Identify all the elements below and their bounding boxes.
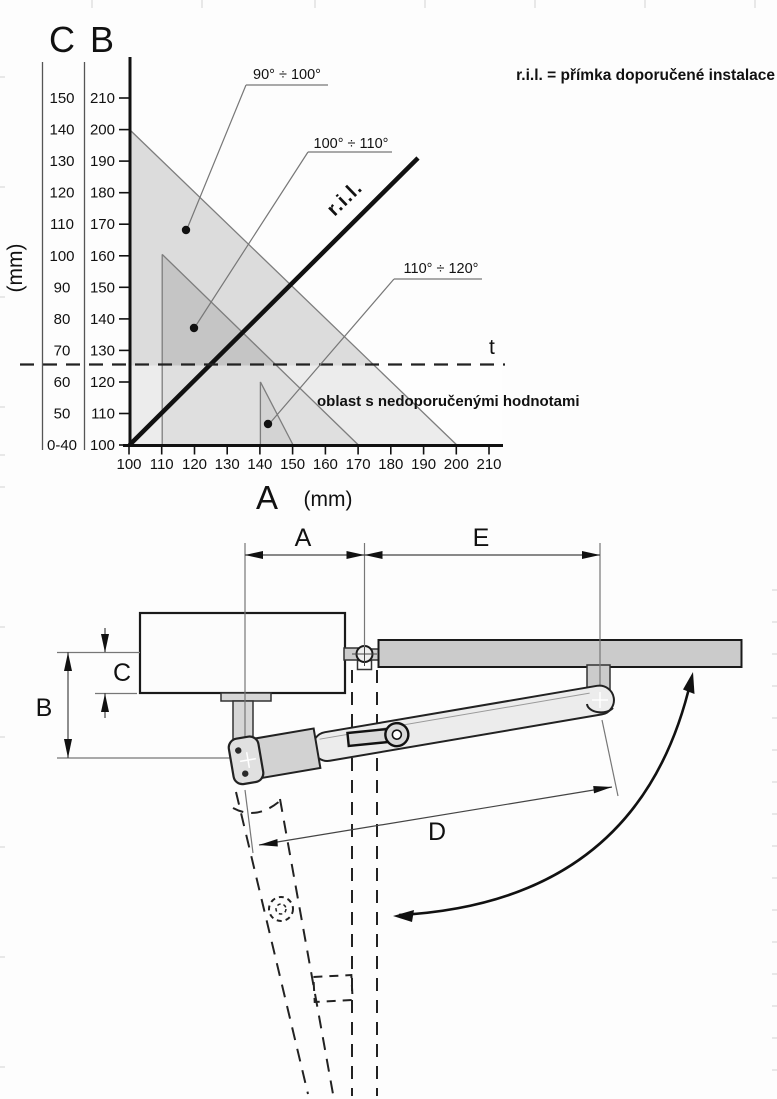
x-axis-letter: A xyxy=(255,479,279,516)
actuator-drawing xyxy=(36,524,742,1096)
callout-dot xyxy=(182,226,190,234)
pillar xyxy=(140,613,345,693)
dim-C-label: C xyxy=(112,659,132,687)
not-recommended-area-label: oblast s nedoporučenými hodnotami xyxy=(317,393,580,410)
c-tick: 140 xyxy=(49,121,75,139)
left-axis-unit: (mm) xyxy=(4,243,27,293)
t-label: t xyxy=(489,336,495,359)
b-axis-labels xyxy=(90,90,115,454)
b-axis-ticks xyxy=(119,98,129,445)
b-tick: 150 xyxy=(89,279,115,297)
a-tick: 120 xyxy=(181,456,208,473)
a-tick: 130 xyxy=(214,456,240,473)
b-tick: 190 xyxy=(89,153,115,171)
open-gate-bracket xyxy=(313,975,352,1002)
c-tick: 130 xyxy=(49,153,75,171)
c-tick: 120 xyxy=(49,184,75,202)
b-tick: 100 xyxy=(89,437,115,454)
x-axis-unit: (mm) xyxy=(303,488,353,511)
a-tick: 190 xyxy=(411,456,437,473)
dimension-D xyxy=(259,786,612,847)
a-tick: 170 xyxy=(345,456,371,473)
c-tick: 150 xyxy=(49,90,75,107)
gate-leaf xyxy=(379,640,742,667)
b-tick: 160 xyxy=(89,247,115,265)
a-tick: 110 xyxy=(149,456,174,473)
a-axis-ticks xyxy=(129,446,489,455)
installation-chart xyxy=(4,19,775,516)
c-tick: 90 xyxy=(53,279,71,297)
callout-100-110-label: 100° ÷ 110° xyxy=(313,136,389,152)
c-tick: 60 xyxy=(53,374,71,391)
callout-dot xyxy=(190,324,198,332)
c-tick: 0-40 xyxy=(46,437,78,454)
dim-B-label: B xyxy=(35,694,53,722)
dim-A-label: A xyxy=(294,524,312,552)
a-tick: 180 xyxy=(378,456,404,473)
ril-legend: r.i.l. = přímka doporučené instalace xyxy=(516,67,775,84)
c-tick: 80 xyxy=(53,310,71,328)
b-tick: 200 xyxy=(89,121,115,139)
c-tick: 70 xyxy=(53,342,71,360)
b-tick: 120 xyxy=(89,374,115,391)
callout-dot xyxy=(264,420,272,428)
c-tick: 50 xyxy=(53,405,71,423)
open-arm-line-left xyxy=(236,792,308,1094)
pillar-bracket-post xyxy=(233,701,253,741)
a-tick: 140 xyxy=(247,456,273,473)
callout-90-100-label: 90° ÷ 100° xyxy=(253,67,321,83)
c-axis-labels xyxy=(47,90,77,454)
b-tick: 110 xyxy=(91,405,115,423)
dimension-AE xyxy=(245,524,600,559)
b-tick: 130 xyxy=(89,342,115,360)
c-axis-header: C xyxy=(49,19,75,60)
ril-line-label: r.i.l. xyxy=(322,176,368,221)
open-arm-endcap xyxy=(233,800,281,813)
dim-E-label: E xyxy=(472,524,490,552)
open-arm-slot-circle xyxy=(269,897,293,921)
a-tick: 210 xyxy=(476,456,502,473)
a-tick: 200 xyxy=(443,456,469,473)
pillar-bracket-plate xyxy=(221,693,271,701)
c-tick: 110 xyxy=(50,216,74,234)
b-tick: 210 xyxy=(89,90,115,107)
arm-body xyxy=(311,683,617,763)
b-axis-header: B xyxy=(89,19,115,60)
a-tick: 160 xyxy=(312,456,338,473)
open-arm-line-right xyxy=(280,799,333,1094)
callout-110-120-label: 110° ÷ 120° xyxy=(403,261,479,277)
a-tick: 100 xyxy=(116,456,142,473)
dim-D-label: D xyxy=(427,818,447,846)
b-tick: 140 xyxy=(89,310,115,328)
c-tick: 100 xyxy=(49,247,75,265)
a-tick: 150 xyxy=(280,456,306,473)
a-axis-labels xyxy=(116,456,501,473)
b-tick: 170 xyxy=(89,216,115,234)
b-tick: 180 xyxy=(89,184,115,202)
open-arm-slot-hole xyxy=(276,904,286,914)
